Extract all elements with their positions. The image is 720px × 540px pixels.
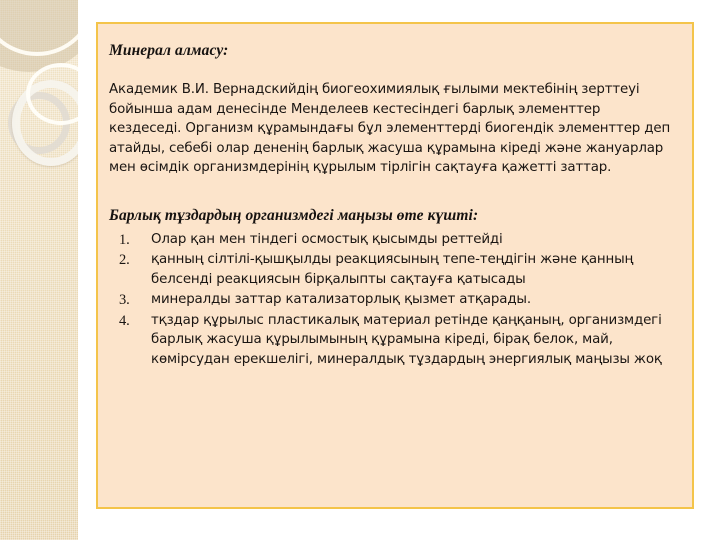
list-item-text: тқздар құрылыс пластикалық материал ретінде қаңқаның, организмдегі барлық жасуша құрылымының құрамына кіреді, бірақ белок, май, көмірсудан ерекшелігі, минералдық тұздардың энергиялық маңызы жоқ xyxy=(151,312,662,367)
content-text-box xyxy=(96,22,694,509)
list-item-text: Олар қан мен тіндегі осмостық қысымды реттейді xyxy=(151,231,503,247)
list-item xyxy=(109,230,674,249)
list-item-marker: 3. xyxy=(119,292,130,309)
slide-title: Минерал алмасу: xyxy=(109,42,229,59)
spacer xyxy=(109,178,674,206)
list-item xyxy=(109,290,674,309)
list-item-marker: 2. xyxy=(119,252,130,269)
decorative-side-band xyxy=(0,0,78,540)
list-item-text: минералды заттар катализаторлық қызмет атқарады. xyxy=(151,292,531,308)
list-item-text: қанның сілтілі-қышқылды реакциясының тепе-теңдігін және қанның белсенді реакциясын бірқалыпты сақтауға қатысады xyxy=(151,252,634,287)
list-item-marker: 1. xyxy=(119,231,130,248)
list-item-marker: 4. xyxy=(119,312,130,329)
arc-ring-icon xyxy=(0,0,78,56)
list-item xyxy=(109,311,674,369)
numbered-list xyxy=(109,230,674,369)
section-subheading: Барлық тұздардың организмдегі маңызы өте күшті: xyxy=(109,206,479,224)
intro-paragraph: Академик В.И. Вернадскийдің биогеохимиялық ғылыми мектебінің зерттеуі бойынша адам денесінде Менделеев кестесіндегі барлық элементтер кездеседі. Организм құрамындағы бұл элементтерді биогендік элементтер деп атайды, себебі олар дененің барлық жасуша құрамына кіреді және жануарлар мен өсімдік организмдерінің құрылым тірлігін сақтауға қажетті заттар. xyxy=(109,82,671,176)
spacer xyxy=(109,60,674,80)
list-item xyxy=(109,250,674,289)
